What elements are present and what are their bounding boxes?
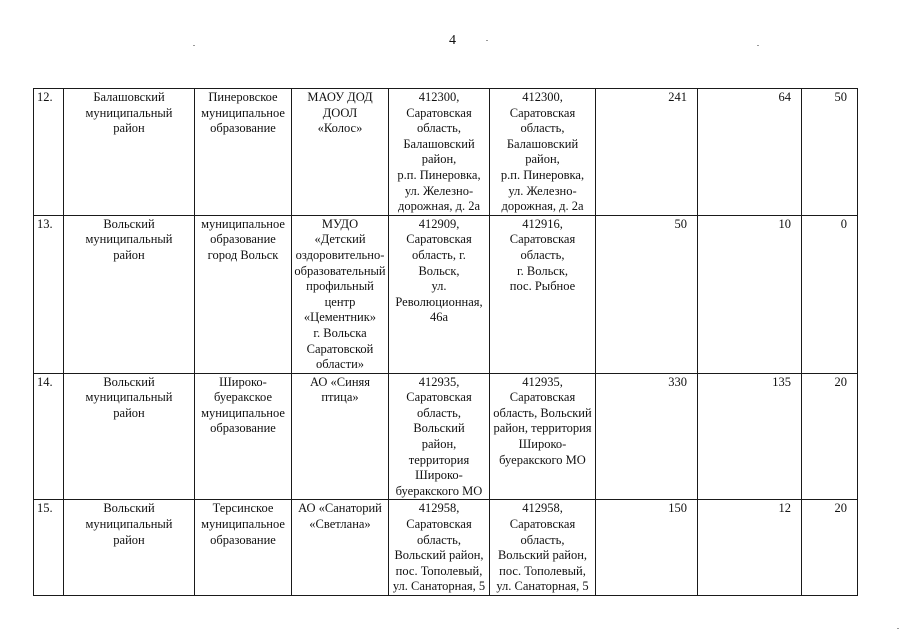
value-2-cell: 10 [698, 215, 802, 373]
cell-line: буеракского МО [395, 483, 483, 498]
cell-line: пос. Тополевый, [499, 563, 586, 578]
cell-line: ул. Железно- [404, 183, 474, 198]
cell-line: Широко- [518, 437, 567, 452]
cell-line: ул. Санаторная, 5 [496, 579, 589, 594]
cell-line: образование [210, 121, 276, 136]
organization-cell [292, 500, 389, 596]
cell-line: район, [525, 152, 560, 167]
cell-line: Балашовский [403, 136, 475, 151]
table-row [34, 373, 858, 500]
value-1-cell: 50 [596, 215, 698, 373]
organization-cell [292, 215, 389, 373]
organization-cell [292, 373, 389, 500]
cell-line: район [113, 121, 145, 136]
cell-line: район [113, 247, 145, 262]
cell-line: буеракское [213, 390, 272, 405]
cell-line: муниципальное [201, 405, 285, 420]
cell-line: Саратовская [509, 232, 576, 247]
cell-line: область, [520, 247, 565, 262]
district-cell [64, 215, 195, 373]
cell-line: 412935, [418, 374, 460, 389]
row-number: 15. [34, 500, 64, 596]
cell-line: Пинеровское [208, 90, 278, 104]
cell-line: Вольский [103, 216, 155, 231]
cell-line: пос. Рыбное [509, 279, 576, 294]
cell-line: АО «Синяя [309, 374, 371, 389]
cell-line: 412300, [522, 90, 563, 104]
cell-line: муниципальный [85, 232, 173, 247]
municipality-cell [195, 89, 292, 216]
cell-line: «Светлана» [309, 517, 371, 532]
cell-line: ул. Революционная, [395, 279, 483, 309]
cell-line: муниципальный [85, 517, 173, 532]
legal-address-cell [389, 500, 490, 596]
cell-line: г. Вольска [313, 325, 367, 340]
cell-line: муниципальное [201, 105, 285, 120]
value-1-cell: 150 [596, 500, 698, 596]
cell-line: профильный [306, 279, 374, 294]
cell-line: оздоровительно- [295, 247, 385, 262]
cell-line: «Детский [314, 232, 366, 247]
cell-line: Балашовский [506, 136, 579, 151]
value-2-cell: 135 [698, 373, 802, 500]
cell-line: ДООЛ [322, 105, 358, 120]
row-number: 13. [34, 215, 64, 373]
row-number: 12. [34, 89, 64, 216]
organization-cell [292, 89, 389, 216]
value-3-cell: 50 [802, 89, 858, 216]
cell-line: ул. Санаторная, 5 [392, 579, 486, 594]
actual-address-cell [490, 89, 596, 216]
cell-line: Саратовская [509, 105, 576, 120]
cell-line: Саратовская [406, 390, 472, 405]
cell-line: область, [417, 532, 461, 547]
value-1-cell: 330 [596, 373, 698, 500]
cell-line: район, территория [493, 421, 592, 436]
value-3-cell: 20 [802, 500, 858, 596]
scan-artifact [897, 628, 899, 629]
cell-line: Вольский [103, 374, 155, 389]
cell-line: Широко- [415, 468, 463, 483]
cell-line: город Вольск [207, 247, 279, 262]
scan-artifact [486, 40, 488, 41]
actual-address-cell [490, 373, 596, 500]
cell-line: образовательный [294, 263, 386, 278]
legal-address-cell [389, 89, 490, 216]
cell-line: 412958, [522, 501, 563, 516]
legal-address-cell [389, 215, 490, 373]
table-row [34, 89, 858, 216]
value-3-cell: 0 [802, 215, 858, 373]
municipality-cell [195, 215, 292, 373]
district-cell [64, 373, 195, 500]
cell-line: территория [408, 452, 470, 467]
district-cell [64, 89, 195, 216]
cell-line: Вольский [413, 421, 465, 436]
cell-line: муниципальное [201, 517, 285, 532]
cell-line: образование [210, 532, 276, 547]
cell-line: район, [421, 437, 457, 452]
cell-line: 412909, [418, 216, 460, 231]
value-3-cell: 20 [802, 373, 858, 500]
cell-line: АО «Санаторий [298, 501, 382, 516]
municipality-cell [195, 373, 292, 500]
cell-line: муниципальный [85, 390, 173, 405]
scan-artifact [193, 45, 195, 46]
cell-line: образование [210, 232, 276, 247]
cell-line: МУДО [321, 216, 359, 231]
cell-line: Саратовской [306, 341, 374, 356]
institutions-table [33, 88, 858, 596]
cell-line: «Колос» [317, 121, 363, 136]
cell-line: район [113, 532, 145, 547]
actual-address-cell [490, 215, 596, 373]
cell-line: дорожная, д. 2а [501, 199, 584, 214]
cell-line: Вольский район, [497, 548, 588, 563]
district-cell [64, 500, 195, 596]
cell-line: область, Вольский [493, 405, 592, 420]
cell-line: 412300, [418, 90, 460, 104]
value-1-cell: 241 [596, 89, 698, 216]
cell-line: Вольский район, [394, 548, 484, 563]
cell-line: область, [520, 121, 565, 136]
cell-line: область, г. Вольск, [412, 247, 466, 278]
scan-artifact [757, 45, 759, 46]
cell-line: пос. Тополевый, [395, 563, 483, 578]
cell-line: образование [210, 421, 276, 436]
cell-line: 46а [429, 310, 449, 325]
cell-line: 412958, [418, 501, 460, 516]
table-row [34, 500, 858, 596]
cell-line: центр [324, 294, 356, 309]
cell-line: дорожная, д. 2а [397, 199, 481, 214]
cell-line: область, [417, 121, 461, 136]
cell-line: Вольский [103, 501, 155, 516]
cell-line: район, [421, 152, 457, 167]
cell-line: г. Вольск, [516, 263, 569, 278]
cell-line: буеракского МО [499, 452, 586, 467]
cell-line: ул. Железно- [508, 183, 577, 198]
actual-address-cell [490, 500, 596, 596]
cell-line: муниципальный [85, 105, 173, 120]
cell-line: птица» [321, 390, 359, 405]
cell-line: Терсинское [212, 501, 274, 516]
cell-line: Саратовская [509, 390, 576, 405]
row-number: 14. [34, 373, 64, 500]
cell-line: область, [417, 405, 461, 420]
cell-line: Саратовская [406, 517, 472, 532]
municipality-cell [195, 500, 292, 596]
cell-line: муниципальное [201, 216, 285, 231]
cell-line: МАОУ ДОД [307, 90, 373, 104]
value-2-cell: 12 [698, 500, 802, 596]
cell-line: р.п. Пинеровка, [397, 167, 481, 182]
cell-line: 412916, [522, 216, 563, 231]
legal-address-cell [389, 373, 490, 500]
value-2-cell: 64 [698, 89, 802, 216]
page-number: 4 [449, 33, 456, 48]
cell-line: Широко- [219, 374, 267, 389]
cell-line: р.п. Пинеровка, [500, 167, 585, 182]
cell-line: Саратовская [406, 232, 472, 247]
cell-line: область, [520, 532, 565, 547]
cell-line: области» [315, 357, 365, 372]
cell-line: 412935, [522, 374, 563, 389]
cell-line: Саратовская [509, 517, 576, 532]
cell-line: «Цементник» [303, 310, 377, 325]
table-row [34, 215, 858, 373]
cell-line: Саратовская [406, 105, 472, 120]
cell-line: Балашовский [93, 90, 165, 104]
cell-line: район [113, 405, 145, 420]
